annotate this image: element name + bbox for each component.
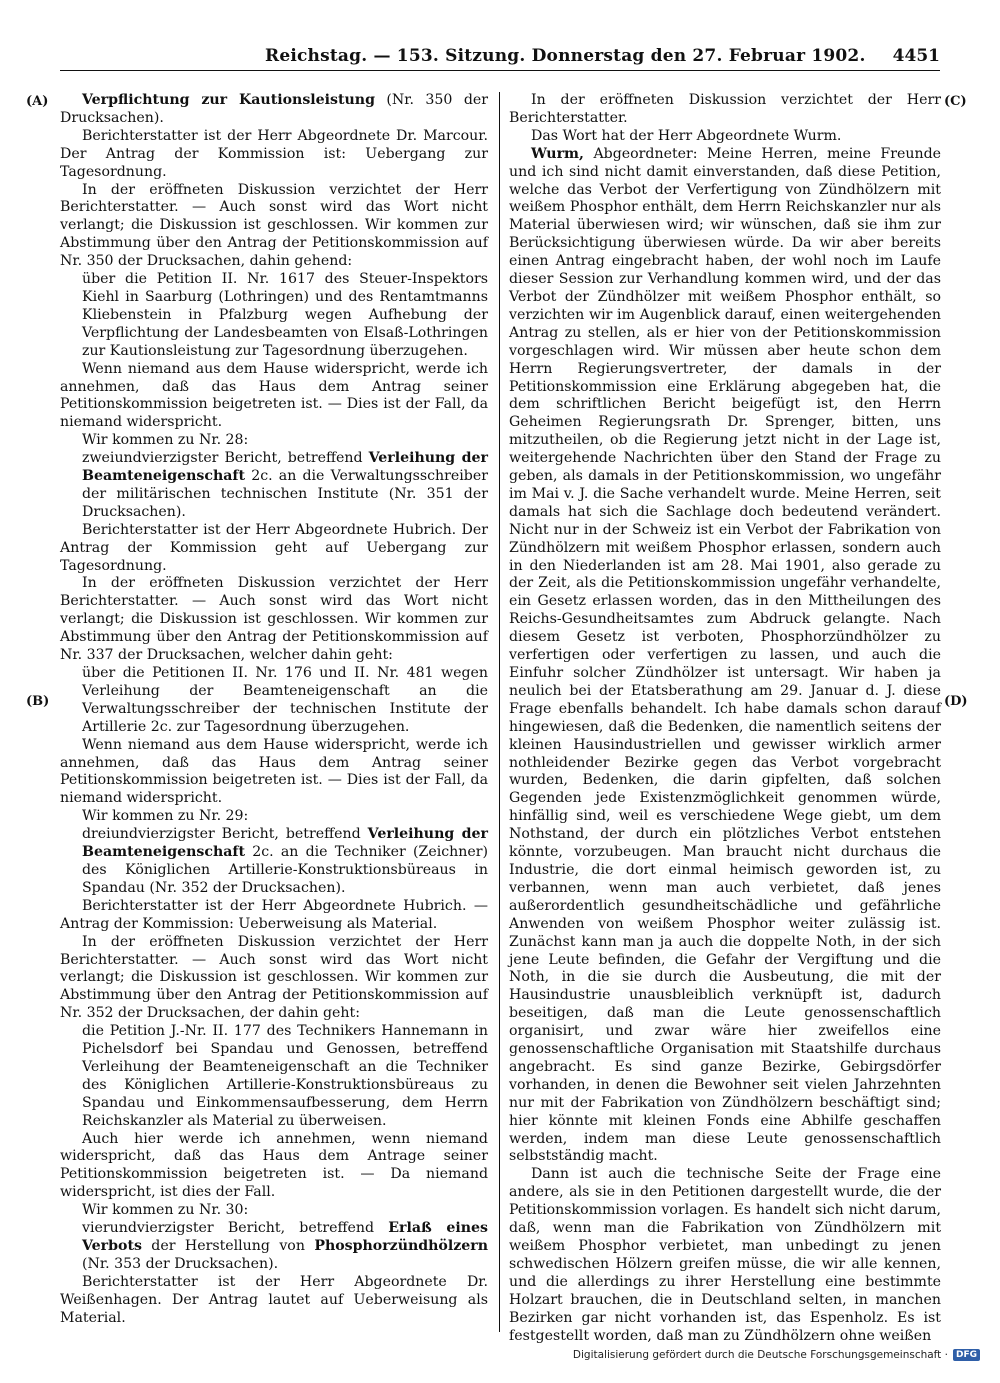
paragraph: Wir kommen zu Nr. 28:	[82, 432, 249, 449]
speech-paragraph	[509, 146, 941, 1167]
motion-quote: über die Petition II. Nr. 1617 des Steuer-Inspektors Kiehl in Saarburg (Lothringen) und des Rentamtmanns Kliebenstein in Pfalzburg wegen Aufhebung der Verpflichtung der Landesbeamten von Elsaß-Lothringen zur Kautionsleistung zur Tagesordnung überzugehen.	[82, 271, 488, 359]
dfg-logo-icon: DFG	[953, 1349, 980, 1361]
digitization-footer	[573, 1349, 980, 1361]
paragraph: Wir kommen zu Nr. 29:	[82, 808, 249, 825]
paragraph: In der eröffneten Diskussion verzichtet der Herr Berichterstatter. — Auch sonst wird das Wort nicht verlangt; die Diskussion ist geschlossen. Wir kommen zur Abstimmung über den Antrag der Petitionskommission auf Nr. 350 der Drucksachen, dahin gehend:	[60, 181, 488, 270]
margin-marker-a: (A)	[26, 94, 49, 109]
paragraph: Berichterstatter ist der Herr Abgeordnete Dr. Marcour. Der Antrag der Kommission ist: Uebergang zur Tagesordnung.	[60, 127, 488, 180]
motion-quote: über die Petitionen II. Nr. 176 und II. Nr. 481 wegen Verleihung der Beamteneigenschaft an die Verwaltungsschreiber der technischen Institute der Artillerie 2c. zur Tagesordnung überzugehen.	[82, 665, 488, 735]
paragraph: Berichterstatter ist der Herr Abgeordnete Hubrich. Der Antrag der Kommission geht auf Uebergang zur Tagesordnung.	[60, 521, 488, 574]
paragraph: In der eröffneten Diskussion verzichtet der Herr Berichterstatter.	[509, 92, 941, 126]
speech-text: Abgeordneter: Meine Herren, meine Freunde und ich sind nicht damit einverstanden, daß diese Petition, welche das Verbot der Verfertigung von Zündhölzern mit weißem Phosphor enthält, dem Herrn Reichskanzler nur als Material überwiesen wird; wir wünschen, daß sie ihm zur Berücksichtigung überwiesen würde. Da wir aber bereits einen Antrag eingebracht haben, der wohl noch im Laufe dieser Session zur Verhandlung kommen wird, und der das Verbot der Zündhölzer mit weißem Phosphor enthält, so verzichten wir im Augenblick darauf, einen weitergehenden Antrag zu stellen, als er hier von der Petitionskommission vorgeschlagen wird. Wir müssen aber heute schon dem Herrn Regierungsvertreter, der damals in der Petitionskommission eine Erklärung abgegeben hat, die dem schriftlichen Bericht beigefügt ist, den Herrn Geheimen Regierungsrath Dr. Sprenger, bitten, uns mitzutheilen, ob die Regierung jetzt nicht in der Lage ist, weitergehende Nachrichten über den Stand der Frage zu geben, als damals in der Petitionskommission, wo ungefähr im Mai v. J. die Sache verhandelt wurde. Meine Herren, seit damals hat sich die Sachlage doch bedeutend verändert. Nicht nur in der Schweiz ist ein Verbot der Fabrikation von Zündhölzern mit weißem Phosphor erlassen, sondern auch in den Niederlanden ist am 28. Mai 1901, also gerade zu der Zeit, als die Petitionskommission ungefähr verhandelte, ein Gesetz erlassen worden, das in den Mittheilungen des Reichs-Gesundheitsamtes zum Abdruck gelangte. Nach diesem Gesetz ist verboten, Phosphorzündhölzer zu verfertigen oder verfertigen zu lassen, und auch die Einfuhr solcher Zündhölzer ist untersagt. Wir haben ja neulich bei der Etatsberathung am 29. Januar d. J. diese Frage ebenfalls behandelt. Ich habe damals schon darauf hingewiesen, daß die Bedenken, die namentlich seitens der kleinen Hausindustriellen und gewisser wirklich armer nothleidender Bezirke gegen das Verbot vorgebracht wurden, Bedenken, die darin gipfelten, daß solchen Gegenden jede Existenzmöglichkeit genommen würde, hinfällig sind, weil es verschiedene Wege giebt, um dem Nothstand, der durch ein plötzliches Verbot entstehen könnte, vorzubeugen. Man braucht nicht durchaus die Industrie, die dort einmal heimisch geworden ist, zu verbannen, wenn man auch verbietet, daß jenes außerordentlich gesundheitschädliche und gefährliche Anwenden von weißem Phosphor weiter zulässig ist. Zunächst kann man ja auch die doppelte Noth, in der sich jene Leute befinden, die Gefahr der Vergiftung und die Noth, in die sie durch die Ausbeutung, die mit der Hausindustrie unausbleiblich verknüpft ist, dadurch beseitigen, daß man die Leute genossenschaftlich organisirt, und zwar wäre hier zweifellos eine genossenschaftliche Organisation mit Staatshilfe durchaus angebracht. Es sind ganze Bezirke, Gebirgsdörfer vorhanden, in denen die Bewohner seit vielen Jahrzehnten nur mit der Fabrikation von Zündhölzern beschäftigt sind; hier könnte mit kleinen Fonds eine Abhilfe geschaffen werden, indem man diese Leute genossenschaftlich selbstständig macht.	[509, 145, 941, 1165]
page-header	[60, 46, 940, 70]
paragraph: Wenn niemand aus dem Hause widerspricht, werde ich annehmen, daß das Haus dem Antrag seiner Petitionskommission beigetreten ist. — Dies ist der Fall, da niemand widerspricht.	[60, 736, 488, 807]
quote-bold: Verleihung der Beamteneigenschaft	[82, 826, 488, 861]
running-title: Reichstag. — 153. Sitzung. Donnerstag den 27. Februar 1902.	[265, 46, 866, 66]
quote-text: (Nr. 353 der Drucksachen).	[82, 1255, 279, 1272]
paragraph: Auch hier werde ich annehmen, wenn niemand widerspricht, daß das Haus dem Antrage seiner Petitionskommission beigetreten ist. — Da niemand widerspricht, ist dies der Fall.	[60, 1130, 488, 1201]
agenda-item-quote	[82, 1220, 488, 1274]
paragraph: Wir kommen zu Nr. 30:	[82, 1202, 249, 1219]
paragraph: Wenn niemand aus dem Hause widerspricht, werde ich annehmen, daß das Haus dem Antrag seiner Petitionskommission beigetreten ist. — Dies ist der Fall, da niemand widerspricht.	[60, 360, 488, 431]
agenda-item-quote	[82, 826, 488, 898]
margin-marker-c: (C)	[944, 94, 967, 109]
topic-reference: (Nr. 350 der Drucksachen).	[60, 92, 488, 126]
agenda-item-quote	[82, 450, 488, 522]
topic-heading: Verpflichtung zur Kautionsleistung	[82, 92, 375, 108]
paragraph: In der eröffneten Diskussion verzichtet der Herr Berichterstatter. — Auch sonst wird das Wort nicht verlangt; die Diskussion ist geschlossen. Wir kommen zur Abstimmung über den Antrag der Petitionskommission auf Nr. 337 der Drucksachen, welcher dahin geht:	[60, 575, 488, 664]
paragraph: Dann ist auch die technische Seite der Frage eine andere, als sie in den Petitionen dargestellt wurde, die der Petitionskommission vorlagen. Es handelt sich nicht darum, daß, wenn man die Fabrikation von Zündhölzern mit weißem Phosphor verbietet, man unbedingt zu jenen schwedischen Hölzern greifen müsse, die wir alle kennen, und die allerdings zu ihrer Herstellung eine bestimmte Holzart brauchen, die in Deutschland selten, in manchen Bezirken gar nicht vorhanden ist, das Espenholz. Es ist festgestellt worden, daß man zu Zündhölzern ohne weißen	[509, 1166, 941, 1344]
quote-text: vierundvierzigster Bericht, betreffend	[82, 1220, 389, 1237]
margin-marker-b: (B)	[26, 694, 50, 709]
paragraph	[60, 92, 488, 128]
footer-text: Digitalisierung gefördert durch die Deutsche Forschungsgemeinschaft ·	[572, 1349, 948, 1361]
header-rule	[60, 70, 940, 71]
quote-text: 2c. an die Verwaltungsschreiber der militärischen technischen Institute (Nr. 351 der Drucksachen).	[82, 468, 488, 520]
paragraph: Berichterstatter ist der Herr Abgeordnete Hubrich. — Antrag der Kommission: Ueberweisung als Material.	[60, 897, 488, 932]
quote-text: dreiundvierzigster Bericht, betreffend	[82, 826, 368, 843]
margin-marker-d: (D)	[944, 694, 968, 709]
column-divider	[499, 92, 500, 1332]
motion-quote: die Petition J.-Nr. II. 177 des Technikers Hannemann in Pichelsdorf bei Spandau und Genossen, betreffend Verleihung der Beamteneigenschaft an die Techniker des Königlichen Artillerie-Konstruktionsbüreaus zu Spandau und Einkommensaufbesserung, dem Herrn Reichskanzler als Material zu überweisen.	[82, 1023, 488, 1129]
paragraph: In der eröffneten Diskussion verzichtet der Herr Berichterstatter. — Auch sonst wird das Wort nicht verlangt; die Diskussion ist geschlossen. Wir kommen zur Abstimmung über den Antrag der Petitionskommission auf Nr. 352 der Drucksachen, der dahin geht:	[60, 933, 488, 1022]
quote-bold: Verleihung der Beamteneigenschaft	[82, 450, 488, 485]
quote-text: zweiundvierzigster Bericht, betreffend	[82, 450, 369, 467]
left-column	[60, 92, 488, 1328]
quote-text: 2c. an die Techniker (Zeichner) des Königlichen Artillerie-Konstruktionsbüreaus in Spandau (Nr. 352 der Drucksachen).	[82, 844, 488, 896]
page-number: 4451	[892, 46, 940, 66]
right-column	[509, 92, 941, 1345]
quote-bold: Phosphorzündhölzern	[314, 1238, 488, 1254]
quote-text: der Herstellung von	[141, 1238, 315, 1254]
quote-bold: Erlaß eines Verbots	[82, 1220, 488, 1254]
paragraph: Berichterstatter ist der Herr Abgeordnete Dr. Weißenhagen. Der Antrag lautet auf Ueberweisung als Material.	[60, 1273, 488, 1326]
paragraph: Das Wort hat der Herr Abgeordnete Wurm.	[531, 127, 842, 144]
speaker-name: Wurm,	[531, 145, 584, 162]
